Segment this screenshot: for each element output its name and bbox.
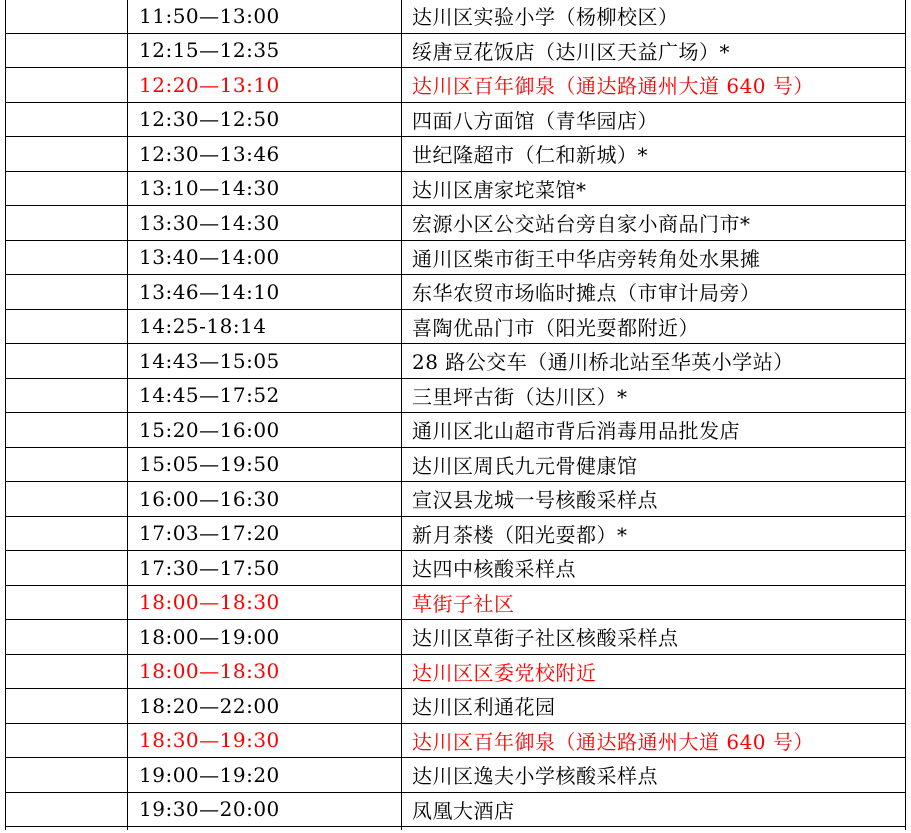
table-row bbox=[6, 758, 906, 793]
time-cell: 14:45—17:52 bbox=[128, 378, 402, 413]
left-margin-cell bbox=[6, 585, 128, 620]
place-cell: 达川区逸夫小学核酸采样点 bbox=[402, 758, 906, 793]
empty-cell bbox=[402, 827, 906, 831]
table-row bbox=[6, 102, 906, 137]
place-cell: 达川区利通花园 bbox=[402, 689, 906, 724]
table-row bbox=[6, 68, 906, 103]
time-cell: 18:30—19:30 bbox=[128, 723, 402, 758]
table-row bbox=[6, 620, 906, 655]
time-cell: 17:30—17:50 bbox=[128, 551, 402, 586]
time-cell: 14:43—15:05 bbox=[128, 344, 402, 379]
left-margin-cell bbox=[6, 0, 128, 33]
time-cell: 17:03—17:20 bbox=[128, 516, 402, 551]
left-margin-cell bbox=[6, 447, 128, 482]
table-row bbox=[6, 344, 906, 379]
left-margin-cell bbox=[6, 551, 128, 586]
table-row bbox=[6, 171, 906, 206]
time-cell: 19:30—20:00 bbox=[128, 792, 402, 827]
place-cell: 达川区周氏九元骨健康馆 bbox=[402, 447, 906, 482]
place-cell: 达川区百年御泉（通达路通州大道 640 号） bbox=[402, 68, 906, 103]
place-cell: 达川区草街子社区核酸采样点 bbox=[402, 620, 906, 655]
time-cell: 13:46—14:10 bbox=[128, 275, 402, 310]
time-cell: 15:05—19:50 bbox=[128, 447, 402, 482]
place-cell: 达川区区委党校附近 bbox=[402, 654, 906, 689]
left-margin-cell bbox=[6, 620, 128, 655]
left-margin-cell bbox=[6, 344, 128, 379]
table-row bbox=[6, 792, 906, 827]
place-cell: 喜陶优品门市（阳光耍都附近） bbox=[402, 309, 906, 344]
left-margin-cell bbox=[6, 240, 128, 275]
empty-cell bbox=[128, 827, 402, 831]
table-row bbox=[6, 33, 906, 68]
place-cell: 四面八方面馆（青华园店） bbox=[402, 102, 906, 137]
left-margin-cell bbox=[6, 137, 128, 172]
table-row bbox=[6, 240, 906, 275]
table-row bbox=[6, 447, 906, 482]
place-cell: 草街子社区 bbox=[402, 585, 906, 620]
left-margin-cell bbox=[6, 516, 128, 551]
place-cell: 绥唐豆花饭店（达川区天益广场）* bbox=[402, 33, 906, 68]
place-cell: 宣汉县龙城一号核酸采样点 bbox=[402, 482, 906, 517]
left-margin-cell bbox=[6, 792, 128, 827]
left-margin-cell bbox=[6, 309, 128, 344]
place-cell: 新月茶楼（阳光耍都）* bbox=[402, 516, 906, 551]
time-cell: 16:00—16:30 bbox=[128, 482, 402, 517]
table-row bbox=[6, 275, 906, 310]
time-cell: 18:00—18:30 bbox=[128, 654, 402, 689]
empty-cell bbox=[6, 827, 128, 831]
left-margin-cell bbox=[6, 689, 128, 724]
left-margin-cell bbox=[6, 33, 128, 68]
table-row bbox=[6, 413, 906, 448]
itinerary-table bbox=[5, 0, 906, 830]
table-row bbox=[6, 378, 906, 413]
left-margin-cell bbox=[6, 275, 128, 310]
place-cell: 达川区百年御泉（通达路通州大道 640 号） bbox=[402, 723, 906, 758]
left-margin-cell bbox=[6, 723, 128, 758]
place-cell: 东华农贸市场临时摊点（市审计局旁） bbox=[402, 275, 906, 310]
table-row bbox=[6, 309, 906, 344]
left-margin-cell bbox=[6, 102, 128, 137]
place-cell: 宏源小区公交站台旁自家小商品门市* bbox=[402, 206, 906, 241]
left-margin-cell bbox=[6, 758, 128, 793]
time-cell: 15:20—16:00 bbox=[128, 413, 402, 448]
place-cell: 通川区北山超市背后消毒用品批发店 bbox=[402, 413, 906, 448]
place-cell: 三里坪古街（达川区）* bbox=[402, 378, 906, 413]
left-margin-cell bbox=[6, 654, 128, 689]
table-row bbox=[6, 206, 906, 241]
left-margin-cell bbox=[6, 171, 128, 206]
table-row bbox=[6, 654, 906, 689]
table-row-partial bbox=[6, 827, 906, 831]
table-row bbox=[6, 689, 906, 724]
table-row bbox=[6, 0, 906, 33]
place-cell: 28 路公交车（通川桥北站至华英小学站） bbox=[402, 344, 906, 379]
table-row bbox=[6, 585, 906, 620]
table-row bbox=[6, 482, 906, 517]
place-cell: 达川区唐家坨菜馆* bbox=[402, 171, 906, 206]
table-row bbox=[6, 137, 906, 172]
place-cell: 凤凰大酒店 bbox=[402, 792, 906, 827]
place-cell: 通川区柴市街王中华店旁转角处水果摊 bbox=[402, 240, 906, 275]
time-cell: 14:25-18:14 bbox=[128, 309, 402, 344]
time-cell: 13:30—14:30 bbox=[128, 206, 402, 241]
itinerary-table-body bbox=[6, 0, 906, 830]
time-cell: 12:15—12:35 bbox=[128, 33, 402, 68]
time-cell: 12:20—13:10 bbox=[128, 68, 402, 103]
time-cell: 13:10—14:30 bbox=[128, 171, 402, 206]
table-row bbox=[6, 551, 906, 586]
time-cell: 11:50—13:00 bbox=[128, 0, 402, 33]
table-row bbox=[6, 516, 906, 551]
time-cell: 18:00—18:30 bbox=[128, 585, 402, 620]
left-margin-cell bbox=[6, 206, 128, 241]
place-cell: 世纪隆超市（仁和新城）* bbox=[402, 137, 906, 172]
time-cell: 12:30—12:50 bbox=[128, 102, 402, 137]
time-cell: 18:20—22:00 bbox=[128, 689, 402, 724]
left-margin-cell bbox=[6, 378, 128, 413]
left-margin-cell bbox=[6, 482, 128, 517]
left-margin-cell bbox=[6, 68, 128, 103]
place-cell: 达四中核酸采样点 bbox=[402, 551, 906, 586]
time-cell: 19:00—19:20 bbox=[128, 758, 402, 793]
time-cell: 18:00—19:00 bbox=[128, 620, 402, 655]
time-cell: 13:40—14:00 bbox=[128, 240, 402, 275]
table-row bbox=[6, 723, 906, 758]
left-margin-cell bbox=[6, 413, 128, 448]
time-cell: 12:30—13:46 bbox=[128, 137, 402, 172]
place-cell: 达川区实验小学（杨柳校区） bbox=[402, 0, 906, 33]
